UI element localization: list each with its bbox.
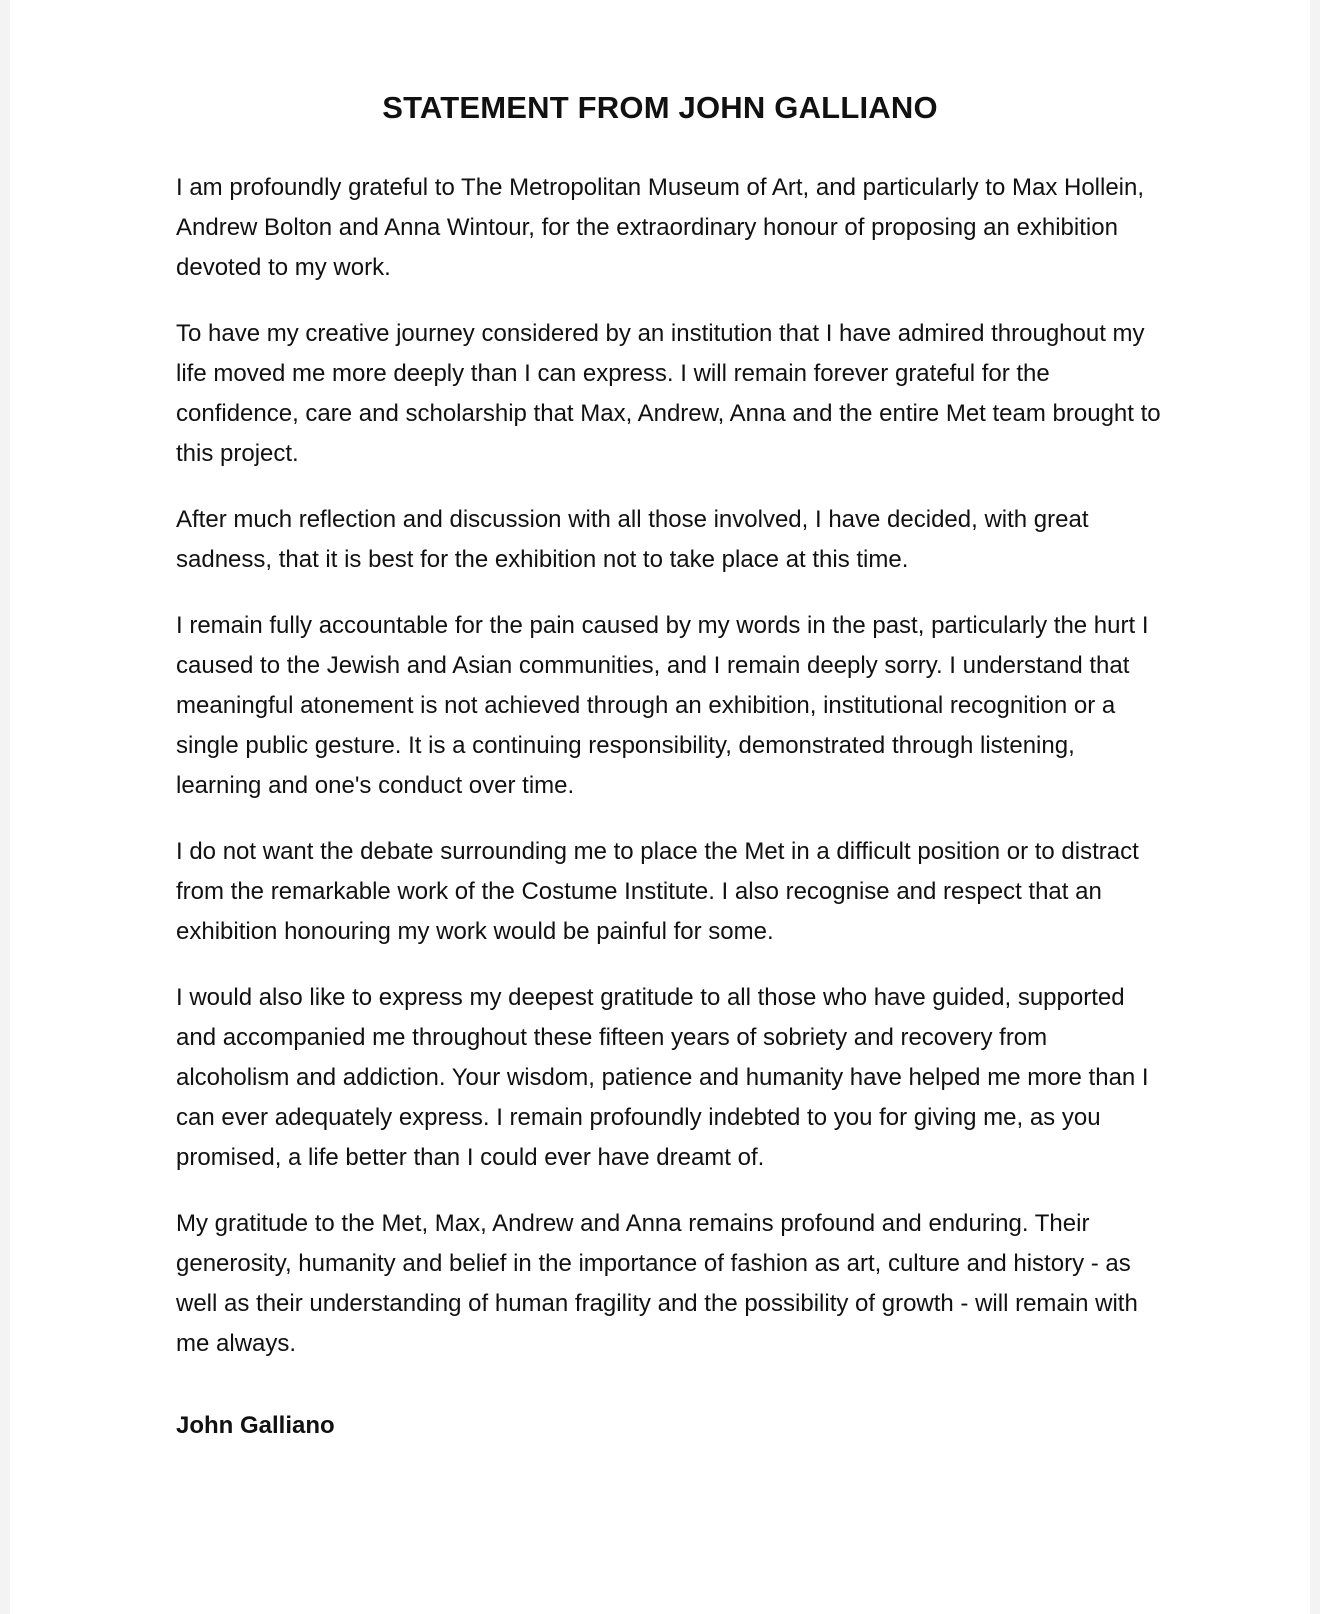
paragraph-6: I would also like to express my deepest gratitude to all those who have guided, supported and accompanied me throughout these fifteen years of sobriety and recovery from alcoholism and addiction. Your wisdom, patience and humanity have helped me more than I can ever adequately express. I remain profoundly indebted to you for giving me, as you promised, a life better than I could ever have dreamt of. (176, 984, 1149, 1171)
statement-body (176, 168, 1166, 1446)
statement-title: STATEMENT FROM JOHN GALLIANO (382, 90, 938, 125)
paragraph-7: My gratitude to the Met, Max, Andrew and Anna remains profound and enduring. Their generosity, humanity and belief in the importance of fashion as art, culture and history - as well as their understanding of human fragility and the possibility of growth - will remain with me always. (176, 1210, 1138, 1357)
statement-page (10, 0, 1310, 1614)
paragraph-5: I do not want the debate surrounding me to place the Met in a difficult position or to distract from the remarkable work of the Costume Institute. I also recognise and respect that an exhibition honouring my work would be painful for some. (176, 838, 1139, 945)
signature: John Galliano (176, 1412, 335, 1439)
paragraph-1: I am profoundly grateful to The Metropolitan Museum of Art, and particularly to Max Hollein, Andrew Bolton and Anna Wintour, for the extraordinary honour of proposing an exhibition devoted to my work. (176, 174, 1145, 281)
paragraph-3: After much reflection and discussion with all those involved, I have decided, with great sadness, that it is best for the exhibition not to take place at this time. (176, 506, 1089, 573)
paragraph-4: I remain fully accountable for the pain caused by my words in the past, particularly the hurt I caused to the Jewish and Asian communities, and I remain deeply sorry. I understand that meaningful atonement is not achieved through an exhibition, institutional recognition or a single public gesture. It is a continuing responsibility, demonstrated through listening, learning and one's conduct over time. (176, 612, 1149, 799)
paragraph-2: To have my creative journey considered by an institution that I have admired throughout my life moved me more deeply than I can express. I will remain forever grateful for the confidence, care and scholarship that Max, Andrew, Anna and the entire Met team brought to this project. (176, 320, 1161, 467)
